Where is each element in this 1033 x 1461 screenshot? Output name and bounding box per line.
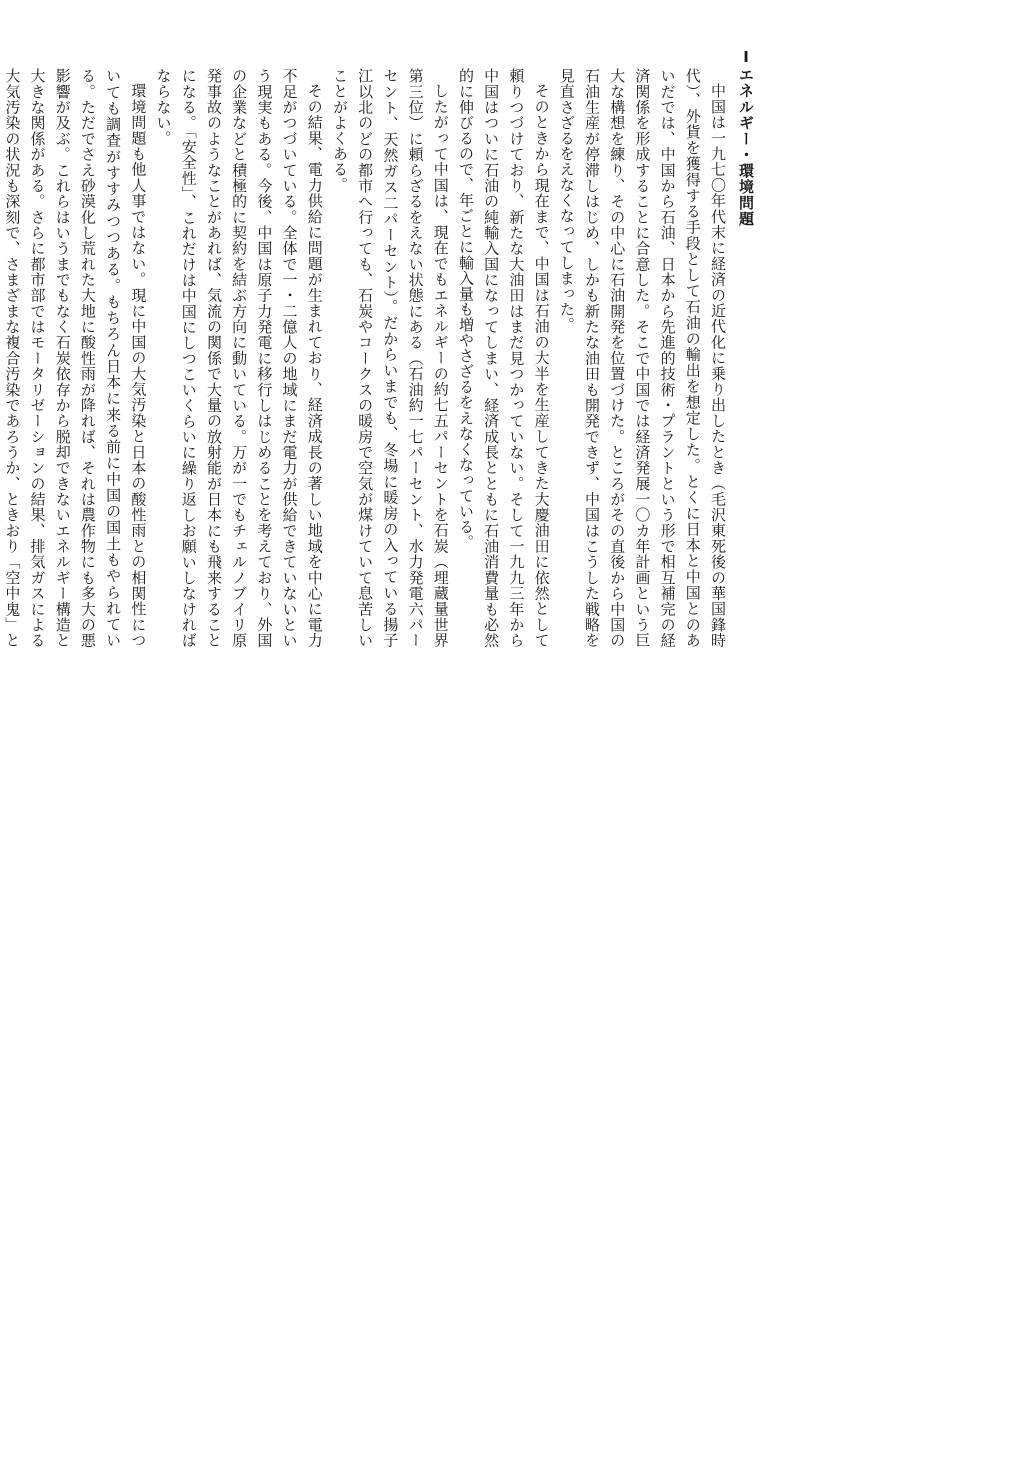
body-text	[3, 68, 730, 648]
paragraph: 環境問題も他人事ではない。現に中国の大気汚染と日本の酸性雨との相関性についても調査がすすみつつある。もちろん日本に来る前に中国の国土もやられている。ただでさえ砂漠化し荒れた大地に酸性雨が降れば、それは農作物にも多大の悪影響が及ぶ。これらはいうまでもなく石炭依存から脱却できないエネルギー構造と大きな関係がある。さらに都市部ではモータリゼーションの結果、排気ガスによる大気汚染の状況も深刻で、さまざまな複合汚染であろうか、ときおり「空中鬼」と	[3, 68, 148, 648]
paragraph: したがって中国は、現在でもエネルギーの約七五パーセントを石炭（埋蔵量世界第三位）に頼らざるをえない状態にある（石油約一七パーセント、水力発電六パーセント、天然ガス二パーセント）。だからいまでも、冬場に暖房の入っている揚子江以北のどの都市へ行っても、石炭やコークスの暖房で空気が煤けていて息苦しいことがよくある。	[330, 68, 450, 648]
paragraph: その結果、電力供給に問題が生まれており、経済成長の著しい地域を中心に電力不足がつづいている。全体で一・二億人の地域にまだ電力が供給できていないという現実もある。今後、中国は原子力発電に移行しはじめることを考えており、外国の企業などと積極的に契約を結ぶ方向に動いている。万が一でもチェルノブイリ原発事故のようなことがあれば、気流の関係で大量の放射能が日本にも飛来することになる。「安全性」、これだけは中国にしつこいくらいに繰り返しお願いしなければならない。	[154, 68, 324, 648]
paragraph: そのときから現在まで、中国は石油の大半を生産してきた大慶油田に依然として頼りつづけており、新たな大油田はまだ見つかっていない。そして一九九三年から中国はついに石油の純輸入国になってしまい、経済成長とともに石油消費量も必然的に伸びるので、年ごとに輸入量も増やさざるをえなくなっている。	[456, 68, 551, 648]
section-heading: Ⅰエネルギー・環境問題	[737, 48, 755, 227]
paragraph: 中国は一九七〇年代末に経済の近代化に乗り出したとき（毛沢東死後の華国鋒時代）、外貨を獲得する手段として石油の輸出を想定した。とくに日本と中国とのあいだでは、中国から石油、日本から先進的技術・プラントという形で相互補完の経済関係を形成することに合意した。そこで中国では経済発展一〇カ年計画という巨大な構想を練り、その中心に石油開発を位置づけた。ところがその直後から中国の石油生産が停滞しはじめ、しかも新たな油田も開発できず、中国はこうした戦略を見直さざるをえなくなってしまった。	[557, 68, 727, 648]
